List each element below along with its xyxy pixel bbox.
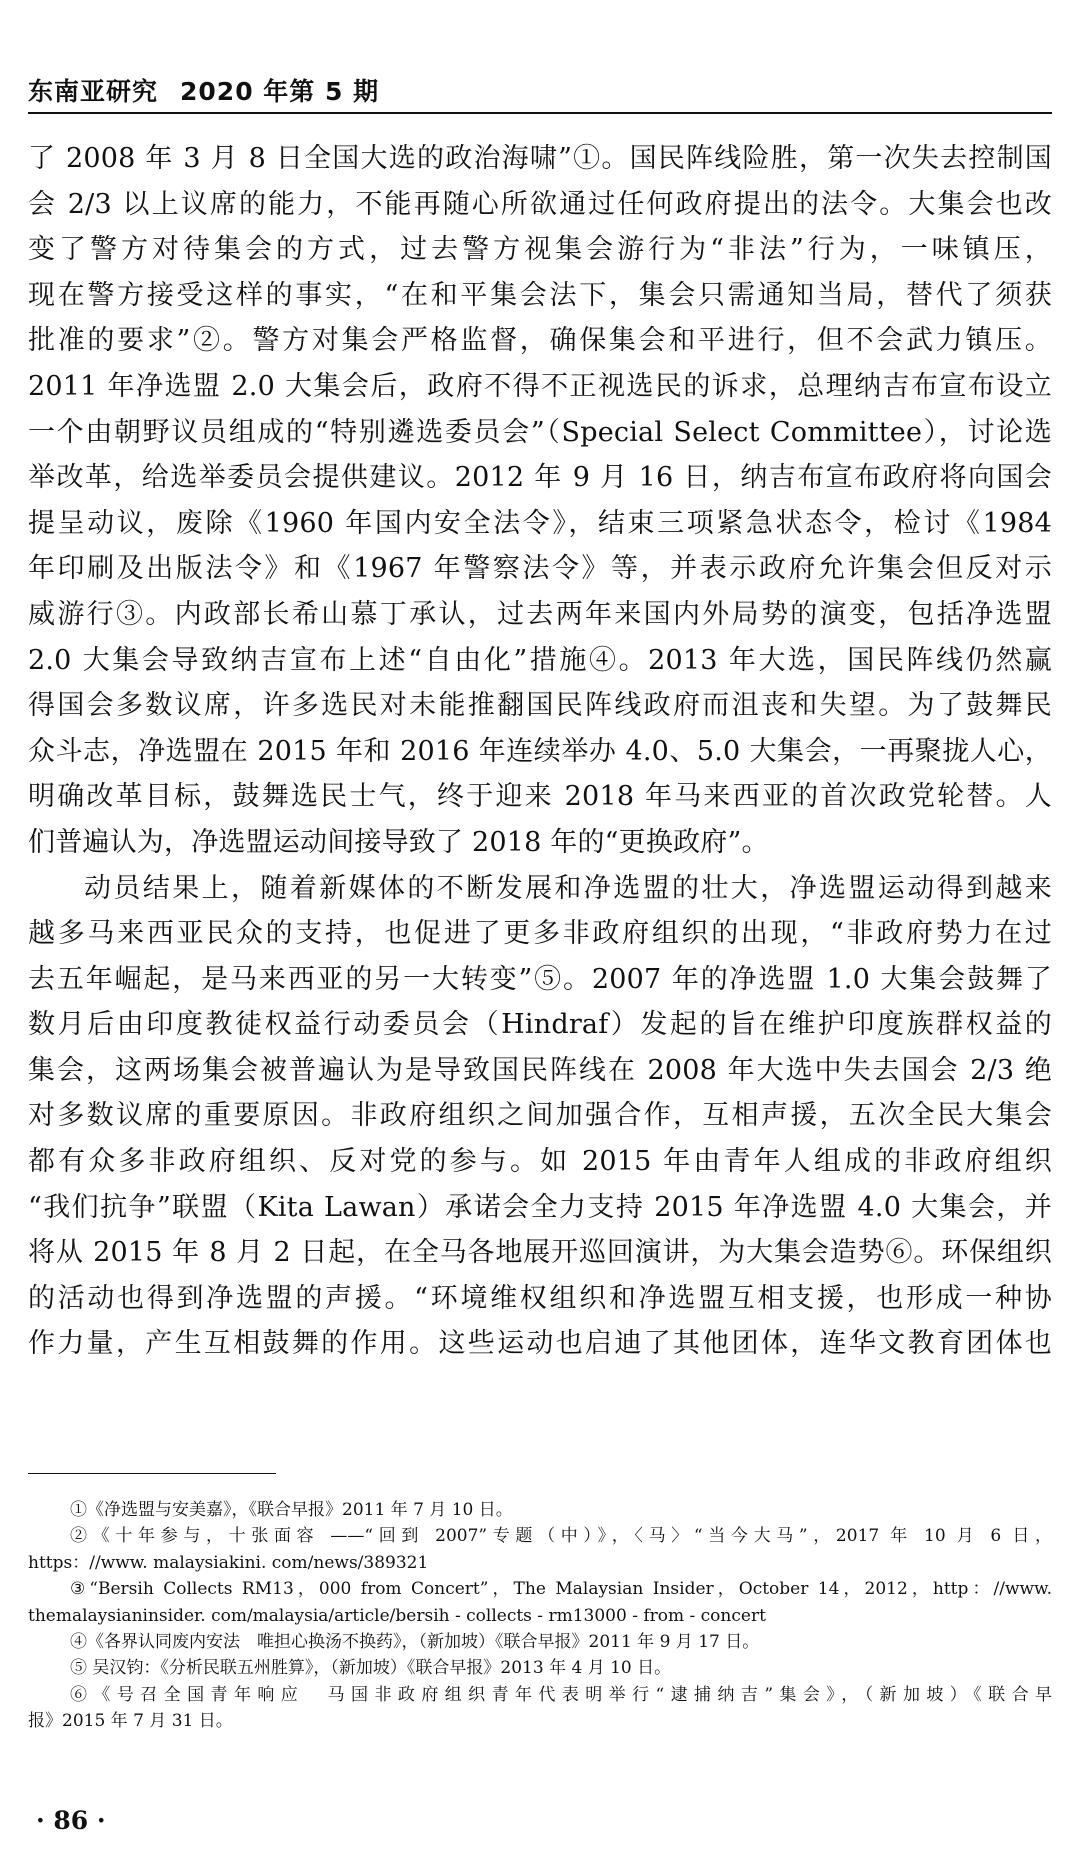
body-line: 举改革，给选举委员会提供建议。2012 年 9 月 16 日，纳吉布宣布政府将向国会: [28, 462, 1052, 494]
body-text: [28, 136, 1052, 1367]
body-line: 都有众多非政府组织、反对党的参与。如 2015 年由青年人组成的非政府组织: [28, 1146, 1052, 1178]
journal-page: [28, 0, 1052, 1858]
footnotes: [28, 1497, 1052, 1735]
running-header: [28, 72, 379, 108]
body-line: 对多数议席的重要原因。非政府组织之间加强合作，互相声援，五次全民大集会: [28, 1100, 1052, 1132]
body-line: 变了警方对待集会的方式，过去警方视集会游行为“非法”行为，一味镇压，: [28, 234, 1052, 266]
body-line: 一个由朝野议员组成的“特别遴选委员会”（Special Select Committee），讨论选: [28, 416, 1052, 448]
body-line: 动员结果上，随着新媒体的不断发展和净选盟的壮大，净选盟运动得到越来: [84, 872, 1052, 904]
body-line: 数月后由印度教徒权益行动委员会（Hindraf）发起的旨在维护印度族群权益的: [28, 1009, 1052, 1041]
body-line: 得国会多数议席，许多选民对未能推翻国民阵线政府而沮丧和失望。为了鼓舞民: [28, 690, 1052, 722]
body-line: 将从 2015 年 8 月 2 日起，在全马各地展开巡回演讲，为大集会造势⑥。环保组织: [28, 1237, 1052, 1269]
body-line: 越多马来西亚民众的支持，也促进了更多非政府组织的出现，“非政府势力在过: [28, 918, 1052, 950]
body-line: 去五年崛起，是马来西亚的另一大转变”⑤。2007 年的净选盟 1.0 大集会鼓舞了: [28, 963, 1052, 995]
body-line: 明确改革目标，鼓舞选民士气，终于迎来 2018 年马来西亚的首次政党轮替。人: [28, 781, 1052, 813]
header-rule: [28, 112, 1052, 114]
body-line: 提呈动议，废除《1960 年国内安全法令》，结束三项紧急状态令，检讨《1984: [28, 507, 1052, 539]
issue-label: 2020 年第 5 期: [180, 77, 380, 106]
body-line: “我们抗争”联盟（Kita Lawan）承诺会全力支持 2015 年净选盟 4.0 大集会，并: [28, 1191, 1052, 1223]
footnote-3-continued: themalaysianinsider. com/malaysia/article/bersih - collects - rm13000 - from - concert: [28, 1605, 766, 1626]
body-line: 了 2008 年 3 月 8 日全国大选的政治海啸”①。国民阵线险胜，第一次失去控制国: [28, 143, 1052, 174]
body-line: 集会，这两场集会被普遍认为是导致国民阵线在 2008 年大选中失去国会 2/3 绝: [28, 1054, 1052, 1086]
footnote-2: ②《十年参与，十张面容 ——“回到 2007”专题（中）》，〈马〉“当今大马”，2017 年 10 月 6 日，: [70, 1526, 1052, 1547]
body-line: 众斗志，净选盟在 2015 年和 2016 年连续举办 4.0、5.0 大集会，一再聚拢人心，: [28, 735, 1052, 767]
body-line: 的活动也得到净选盟的声援。“环境维权组织和净选盟互相支援，也形成一种协: [28, 1282, 1052, 1314]
body-line: 年印刷及出版法令》和《1967 年警察法令》等，并表示政府允许集会但反对示: [28, 553, 1052, 585]
footnote-3: ③“Bersih Collects RM13，000 from Concert”，The Malaysian Insider，October 14，2012，http：//www.: [70, 1579, 1052, 1600]
footnote-6: ⑥《号召全国青年响应 马国非政府组织青年代表明举行“逮捕纳吉”集会》，（新加坡）《联合早: [70, 1684, 1052, 1705]
body-line: 作力量，产生互相鼓舞的作用。这些运动也启迪了其他团体，连华文教育团体也: [28, 1328, 1052, 1360]
footnote-6-continued: 报》2015 年 7 月 31 日。: [28, 1711, 233, 1732]
body-line: 们普遍认为，净选盟运动间接导致了 2018 年的“更换政府”。: [28, 826, 769, 858]
footnote-4: ④《各界认同废内安法 唯担心换汤不换药》，（新加坡）《联合早报》2011 年 9 月 17 日。: [70, 1631, 760, 1652]
footnote-rule: [28, 1473, 276, 1474]
body-line: 2.0 大集会导致纳吉宣布上述“自由化”措施④。2013 年大选，国民阵线仍然赢: [28, 644, 1052, 676]
footnote-5: ⑤ 吴汉钧：《分析民联五州胜算》，（新加坡）《联合早报》2013 年 4 月 10 日。: [70, 1658, 672, 1679]
body-line: 威游行③。内政部长希山慕丁承认，过去两年来国内外局势的演变，包括净选盟: [28, 598, 1052, 630]
page-number: · 86 ·: [36, 1806, 106, 1835]
body-line: 现在警方接受这样的事实，“在和平集会法下，集会只需通知当局，替代了须获: [28, 279, 1052, 311]
body-line: 批准的要求”②。警方对集会严格监督，确保集会和平进行，但不会武力镇压。: [28, 325, 1052, 357]
body-line: 2011 年净选盟 2.0 大集会后，政府不得不正视选民的诉求，总理纳吉布宣布设立: [28, 370, 1052, 402]
body-line: 会 2/3 以上议席的能力，不能再随心所欲通过任何政府提出的法令。大集会也改: [28, 188, 1052, 220]
footnote-2-continued: https：//www. malaysiakini. com/news/389321: [28, 1552, 429, 1573]
journal-title: 东南亚研究: [28, 77, 159, 106]
footnote-1: ①《净选盟与安美嘉》，《联合早报》2011 年 7 月 10 日。: [70, 1500, 513, 1520]
